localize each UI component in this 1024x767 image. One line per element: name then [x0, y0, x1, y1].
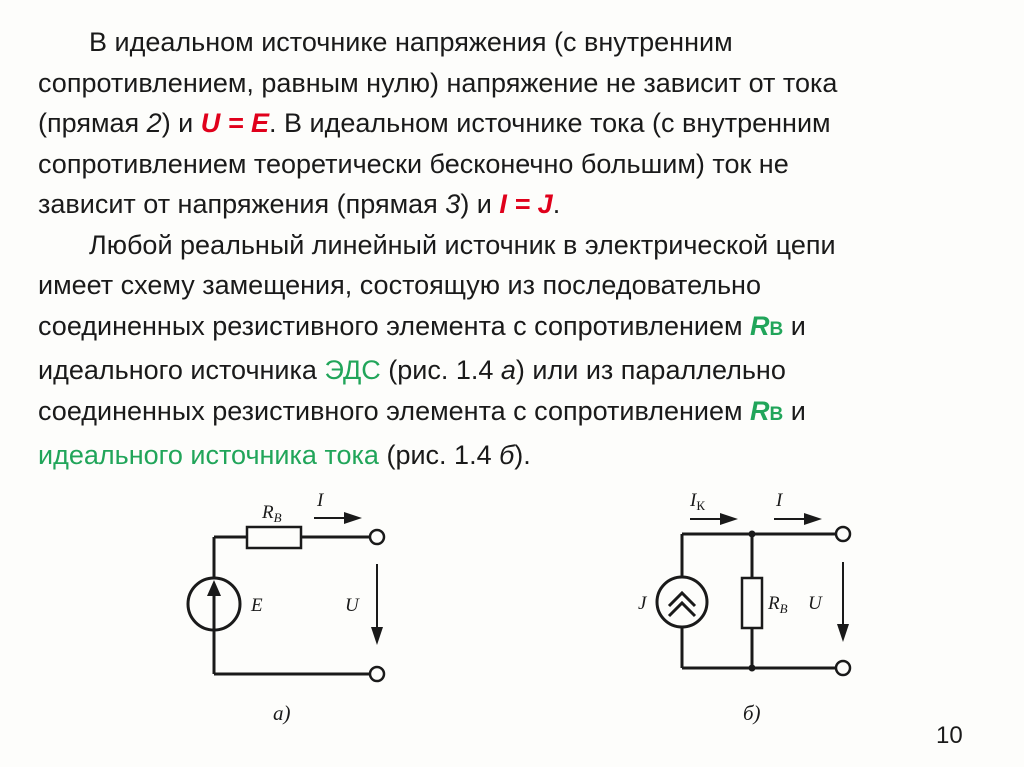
voltage-arrow-a [371, 564, 383, 645]
emf-link[interactable]: ЭДС [324, 355, 381, 385]
circuit-figures [0, 470, 1024, 730]
voltage-label-b: U [808, 593, 822, 614]
current-source-icon [657, 577, 707, 627]
terminal-bottom-a [370, 667, 384, 681]
resistor-rb-b [742, 578, 762, 628]
terminal-top-a [370, 530, 384, 544]
emf-label: E [251, 595, 263, 616]
rb-symbol: RВ [750, 395, 784, 426]
p1-line-5: зависит от напряжения (прямая 3) и I = J. [38, 189, 561, 219]
terminal-bottom-b [836, 661, 850, 675]
p1-line-2: сопротивлением, равным нулю) напряжение не зависит от тока [38, 67, 838, 98]
current-source-link[interactable]: идеального источника тока [38, 440, 379, 470]
figure-b-caption: б) [743, 701, 761, 725]
p2-line-1: Любой реальный линейный источник в электрической цепи [89, 229, 836, 260]
page-number: 10 [936, 722, 963, 749]
p2-line-6: идеального источника тока (рис. 1.4 б). [38, 440, 531, 470]
voltage-arrow-b [837, 562, 849, 642]
line-number-ref: 3 [445, 189, 461, 219]
emf-source-icon [188, 578, 240, 630]
figure-ref: а [500, 355, 516, 385]
resistor-rb [247, 527, 301, 548]
current-arrow-a [314, 512, 362, 524]
voltage-label-a: U [345, 595, 359, 616]
terminal-top-b [836, 527, 850, 541]
p2-line-3: соединенных резистивного элемента с сопротивлением RВ и [38, 310, 806, 341]
line-number-ref: 2 [146, 108, 162, 138]
p1-line-4: сопротивлением теоретически бесконечно большим) ток не [38, 148, 789, 179]
p2-line-4: идеального источника ЭДС (рис. 1.4 а) или из параллельно [38, 355, 786, 385]
junction-bottom [749, 665, 756, 672]
rb-symbol: RВ [750, 310, 784, 341]
body-text [38, 22, 983, 476]
p1-line-3: (прямая 2) и U = E. В идеальном источнике тока (с внутренним [38, 108, 831, 138]
p2-line-2: имеет схему замещения, состоящую из последовательно [38, 270, 761, 300]
rb-label-b: $R_B$ [768, 593, 788, 616]
junction-top [749, 531, 756, 538]
p1-line-1: В идеальном источнике напряжения (с внутренним [89, 27, 733, 57]
ik-arrow [690, 513, 738, 525]
p2-line-5: соединенных резистивного элемента с сопротивлением RВ и [38, 395, 806, 426]
equation-u-e: U = E [200, 108, 270, 138]
figure-a-caption: а) [273, 701, 291, 725]
current-label-a: I [317, 490, 324, 511]
rb-label-a: $R_B$ [262, 502, 282, 525]
equation-i-j: I = J [499, 189, 553, 219]
current-label-b: I [776, 490, 783, 511]
current-arrow-b [774, 513, 822, 525]
figure-ref: б [499, 440, 515, 470]
ik-label: $I_К$ [690, 490, 705, 513]
source-label-j: J [638, 593, 647, 614]
